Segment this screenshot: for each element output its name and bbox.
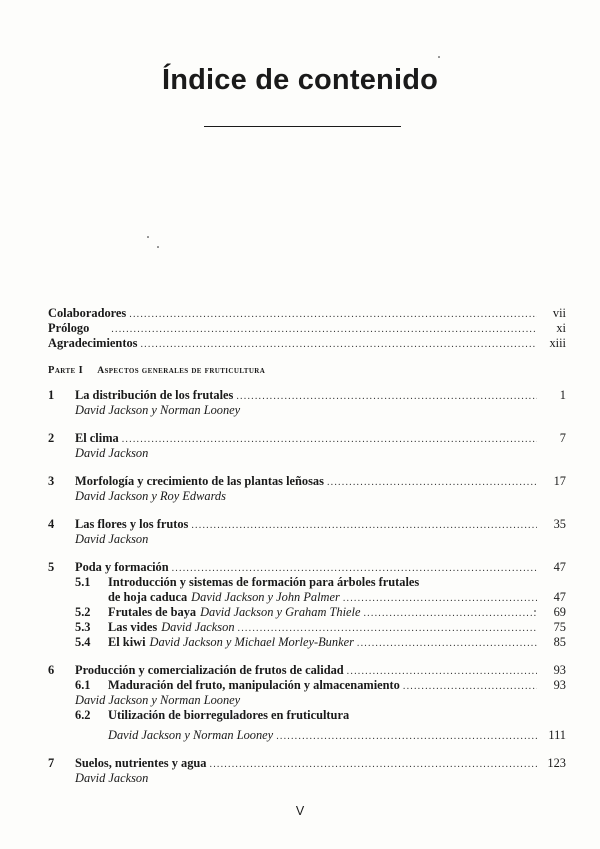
- entry-title: Morfología y crecimiento de las plantas leñosas: [75, 474, 324, 488]
- toc-entry-agradecimientos[interactable]: [48, 336, 566, 351]
- toc-entry-section[interactable]: [48, 708, 566, 723]
- entry-page: 85: [553, 635, 566, 649]
- toc-entry-section[interactable]: [48, 575, 566, 590]
- chapter-number: 6: [48, 663, 55, 677]
- entry-title: Utilización de biorreguladores en fruticultura: [108, 708, 350, 722]
- entry-page: 35: [553, 517, 566, 531]
- dot-leader: [140, 337, 537, 352]
- chapter-number: 2: [48, 431, 55, 445]
- dot-leader: [357, 636, 537, 651]
- entry-title: Suelos, nutrientes y agua: [75, 756, 207, 770]
- dot-leader: [172, 561, 537, 576]
- dot-leader: [238, 621, 537, 636]
- chapter-2: [48, 431, 566, 461]
- toc-entry-chapter[interactable]: [48, 474, 566, 489]
- toc-entry-section[interactable]: [48, 620, 566, 635]
- section-author: David Jackson y John Palmer: [191, 590, 340, 604]
- toc-entry-chapter[interactable]: [48, 431, 566, 446]
- speck: [438, 56, 440, 58]
- entry-title: El clima: [75, 431, 119, 445]
- entry-page: xi: [556, 321, 566, 335]
- toc-entry-chapter[interactable]: [48, 756, 566, 771]
- part-heading: [48, 363, 566, 378]
- entry-page: 1: [559, 388, 566, 402]
- entry-title: Las vides: [108, 620, 158, 634]
- dot-leader: [327, 475, 537, 490]
- toc-entry-section[interactable]: [48, 635, 566, 650]
- title-rule: [204, 126, 401, 127]
- dot-leader: [236, 389, 537, 404]
- section-number: 6.2: [75, 708, 91, 722]
- entry-page: 75: [553, 620, 566, 634]
- chapter-author: David Jackson: [75, 532, 149, 546]
- speck: [157, 246, 159, 248]
- dot-leader: [111, 322, 537, 337]
- chapter-7: [48, 756, 566, 786]
- chapter-number: 7: [48, 756, 55, 770]
- chapter-4: [48, 517, 566, 547]
- toc-entry-section-cont[interactable]: [48, 590, 566, 605]
- toc-entry-chapter[interactable]: [48, 663, 566, 678]
- chapter-number: 4: [48, 517, 55, 531]
- toc-entry-chapter[interactable]: [48, 388, 566, 403]
- dot-leader: [347, 664, 537, 679]
- section-number: 5.4: [75, 635, 91, 649]
- entry-page: 93: [553, 663, 566, 677]
- chapter-number: 1: [48, 388, 55, 402]
- part-name: Aspectos generales de fruticultura: [97, 366, 266, 376]
- entry-title: El kiwi: [108, 635, 146, 649]
- toc-entry-section-cont[interactable]: [48, 728, 566, 743]
- table-of-contents: [48, 306, 566, 786]
- chapter-author: David Jackson: [75, 446, 149, 460]
- entry-page: 47: [553, 560, 566, 574]
- dot-leader: [276, 729, 537, 744]
- entry-title: Frutales de baya: [108, 605, 197, 619]
- section-author: David Jackson y Michael Morley-Bunker: [149, 635, 354, 649]
- chapter-number: 3: [48, 474, 55, 488]
- entry-page: 47: [553, 590, 566, 604]
- entry-page: xiii: [549, 336, 566, 350]
- dot-leader: [403, 679, 537, 694]
- chapter-6: [48, 663, 566, 743]
- toc-entry-section[interactable]: [48, 605, 566, 620]
- dot-leader: [363, 606, 537, 621]
- entry-title: La distribución de los frutales: [75, 388, 234, 402]
- entry-page: 69: [553, 605, 566, 619]
- entry-title: Prólogo: [48, 321, 90, 335]
- entry-title-continued: de hoja caduca: [108, 590, 188, 604]
- section-author: David Jackson y Norman Looney: [75, 693, 241, 707]
- entry-page: 123: [547, 756, 566, 770]
- toc-entry-section[interactable]: [48, 678, 566, 693]
- chapter-5: [48, 560, 566, 650]
- dot-leader: [210, 757, 538, 772]
- section-author: David Jackson y Norman Looney: [108, 728, 274, 742]
- entry-title: Las flores y los frutos: [75, 517, 189, 531]
- entry-page: 7: [559, 431, 566, 445]
- toc-entry-prologo[interactable]: [48, 321, 566, 336]
- dot-leader: [129, 307, 537, 322]
- section-author: David Jackson: [161, 620, 235, 634]
- speck: [147, 236, 149, 238]
- entry-title: Agradecimientos: [48, 336, 138, 350]
- entry-title: Poda y formación: [75, 560, 169, 574]
- chapter-author: David Jackson y Roy Edwards: [75, 489, 226, 503]
- dot-leader: [191, 518, 537, 533]
- section-number: 6.1: [75, 678, 91, 692]
- entry-page: 17: [553, 474, 566, 488]
- entry-title: Maduración del fruto, manipulación y almacenamiento: [108, 678, 400, 692]
- section-number: 5.3: [75, 620, 91, 634]
- toc-entry-chapter[interactable]: [48, 560, 566, 575]
- entry-title: Producción y comercialización de frutos de calidad: [75, 663, 344, 677]
- page-number: V: [295, 804, 305, 818]
- part-label: Parte I: [48, 365, 84, 376]
- chapter-number: 5: [48, 560, 55, 574]
- chapter-3: [48, 474, 566, 504]
- chapter-1: [48, 388, 566, 418]
- page-title: Índice de contenido: [161, 64, 439, 96]
- chapter-author: David Jackson y Norman Looney: [75, 403, 241, 417]
- dot-leader: [122, 432, 537, 447]
- entry-page: 111: [548, 728, 566, 742]
- section-author: David Jackson y Graham Thiele: [200, 605, 361, 619]
- entry-title: Introducción y sistemas de formación para árboles frutales: [108, 575, 420, 589]
- entry-page: vii: [552, 306, 566, 320]
- dot-leader: [343, 591, 537, 606]
- chapter-author: David Jackson: [75, 771, 149, 785]
- entry-page: 93: [553, 678, 566, 692]
- section-number: 5.2: [75, 605, 91, 619]
- toc-entry-chapter[interactable]: [48, 517, 566, 532]
- section-number: 5.1: [75, 575, 91, 589]
- toc-entry-colaboradores[interactable]: [48, 306, 566, 321]
- entry-title: Colaboradores: [48, 306, 127, 320]
